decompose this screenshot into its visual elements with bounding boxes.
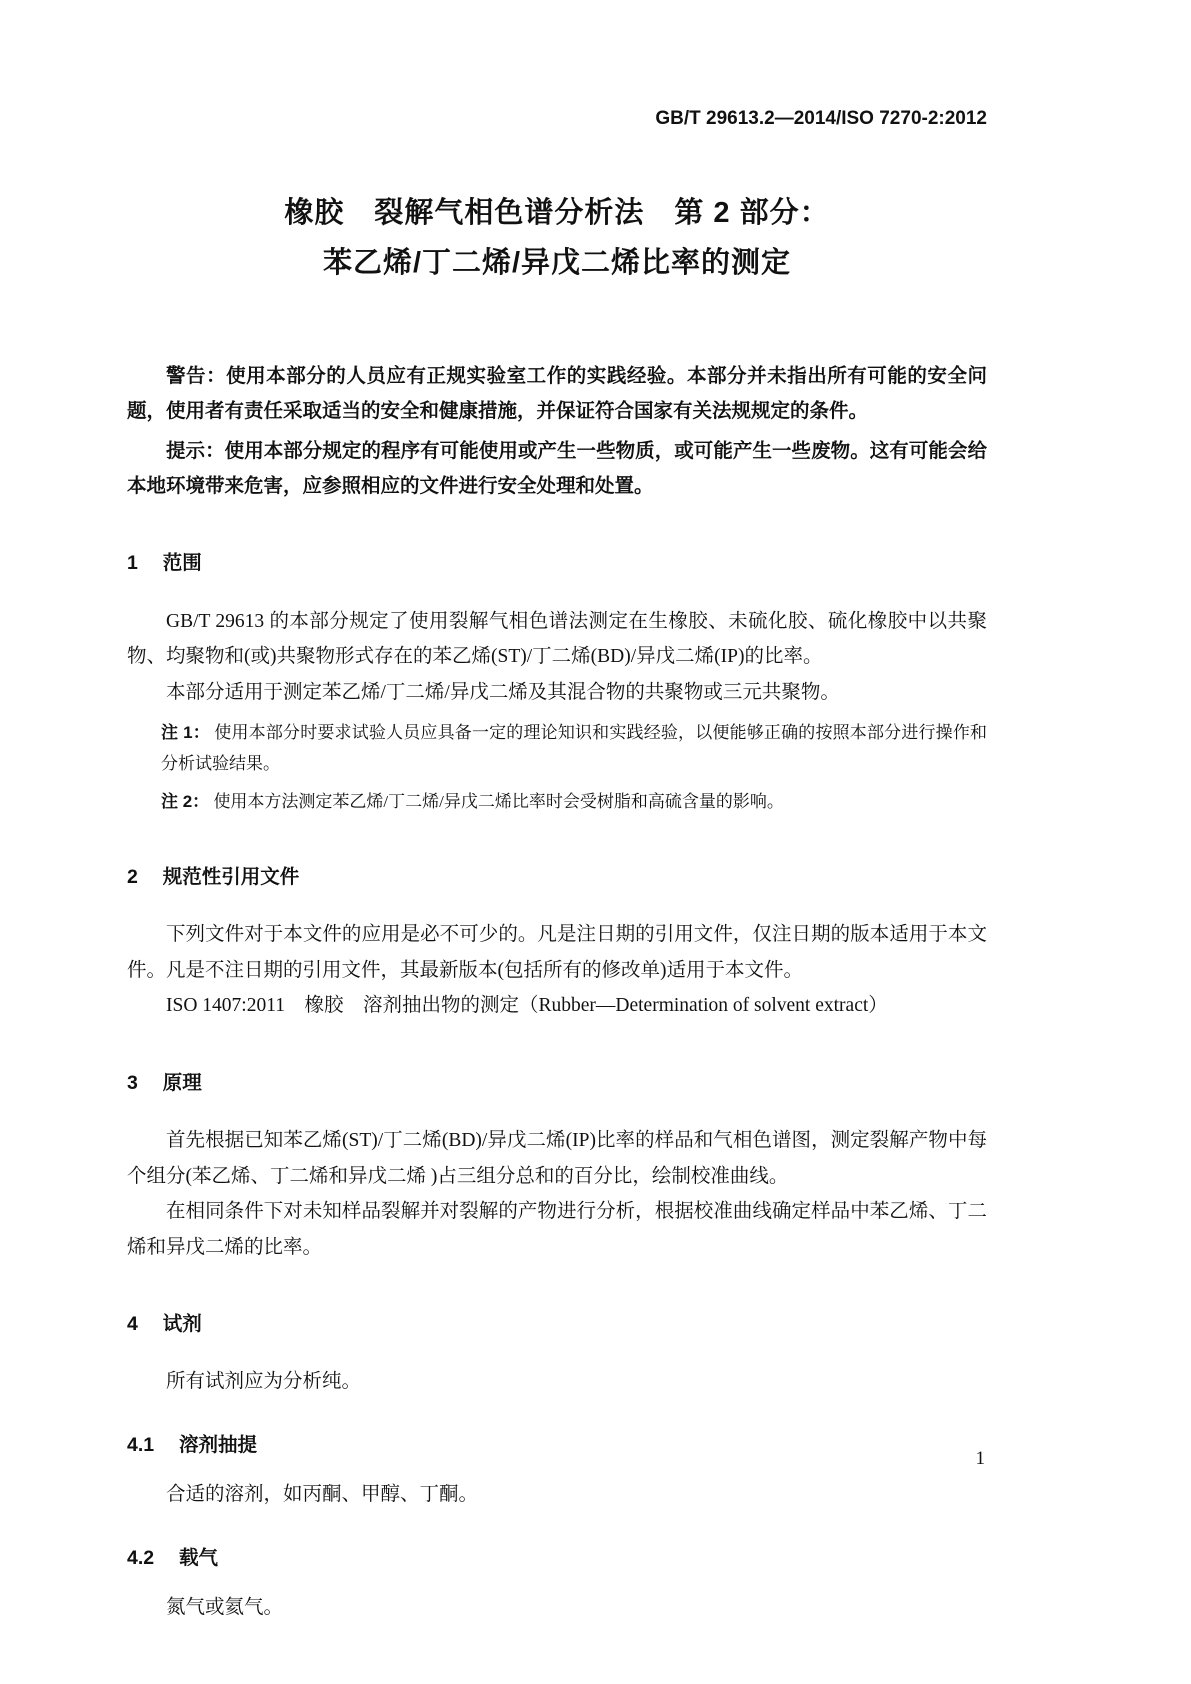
standard-reference: GB/T 29613.2—2014/ISO 7270-2:2012 <box>655 108 987 129</box>
section-principle <box>127 1070 987 1265</box>
tip-paragraph: 提示：使用本部分规定的程序有可能使用或产生一些物质，或可能产生一些废物。这有可能会给本地环境带来危害，应参照相应的文件进行安全处理和处置。 <box>127 439 987 497</box>
section-4-number: 4 <box>127 1313 138 1335</box>
section-4-2-paragraph-1: 氮气或氦气。 <box>166 1596 284 1618</box>
section-4-1-title: 溶剂抽提 <box>179 1433 258 1456</box>
section-1-paragraph-1: GB/T 29613 的本部分规定了使用裂解气相色谱法测定在生橡胶、未硫化胶、硫化橡胶中以共聚物、均聚物和(或)共聚物形式存在的苯乙烯(ST)/丁二烯(BD)/异戊二烯(IP)的比率。 <box>127 610 987 668</box>
section-3-paragraph-1: 首先根据已知苯乙烯(ST)/丁二烯(BD)/异戊二烯(IP)比率的样品和气相色谱图，测定裂解产物中每个组分(苯乙烯、丁二烯和异戊二烯 )占三组分总和的百分比，绘制校准曲线。 <box>127 1130 987 1187</box>
section-1-number: 1 <box>127 552 138 575</box>
section-2-heading <box>127 864 987 891</box>
section-1-paragraph-2: 本部分适用于测定苯乙烯/丁二烯/异戊二烯及其混合物的共聚物或三元共聚物。 <box>166 681 840 703</box>
section-scope <box>127 550 987 818</box>
section-3-title: 原理 <box>162 1071 202 1094</box>
page-header <box>127 108 987 131</box>
warning-paragraph: 警告：使用本部分的人员应有正规实验室工作的实践经验。本部分并未指出所有可能的安全问题，使用者有责任采取适当的安全和健康措施，并保证符合国家有关法规规定的条件。 <box>127 364 987 423</box>
section-4-2-heading <box>127 1545 987 1572</box>
page-number: 1 <box>975 1448 985 1469</box>
note-2-label: 注 2： <box>161 792 210 812</box>
title-line-1: 橡胶 裂解气相色谱分析法 第 2 部分： <box>284 196 830 229</box>
section-2-title: 规范性引用文件 <box>162 866 300 889</box>
section-4-heading <box>127 1311 987 1338</box>
section-3-heading <box>127 1070 987 1097</box>
section-4-1-number: 4.1 <box>127 1433 155 1456</box>
section-4-2-title: 载气 <box>179 1546 219 1569</box>
section-3-number: 3 <box>127 1071 138 1094</box>
section-4-1-paragraph-1: 合适的溶剂，如丙酮、甲醇、丁酮。 <box>166 1484 479 1506</box>
section-4-2-number: 4.2 <box>127 1546 155 1569</box>
section-1-heading <box>127 550 987 577</box>
note-2-text: 使用本方法测定苯乙烯/丁二烯/异戊二烯比率时会受树脂和高硫含量的影响。 <box>213 792 784 812</box>
section-4-1-heading <box>127 1432 987 1459</box>
section-1-note-2 <box>127 787 987 818</box>
section-normative-references <box>127 864 987 1024</box>
section-2-paragraph-1: 下列文件对于本文件的应用是必不可少的。凡是注日期的引用文件，仅注日期的版本适用于本文件。凡是不注日期的引用文件，其最新版本(包括所有的修改单)适用于本文件。 <box>127 924 987 981</box>
section-4-paragraph-1: 所有试剂应为分析纯。 <box>166 1371 362 1393</box>
section-3-paragraph-2: 在相同条件下对未知样品裂解并对裂解的产物进行分析，根据校准曲线确定样品中苯乙烯、丁二烯和异戊二烯的比率。 <box>127 1201 987 1258</box>
note-1-text: 使用本部分时要求试验人员应具备一定的理论知识和实践经验，以便能够正确的按照本部分进行操作和分析试验结果。 <box>161 723 988 773</box>
section-2-reference-iso-1407: ISO 1407:2011 橡胶 溶剂抽出物的测定（Rubber—Determination of solvent extract） <box>166 995 888 1017</box>
section-1-note-1 <box>127 718 987 779</box>
section-4-title: 试剂 <box>162 1313 202 1335</box>
document-title <box>127 189 987 289</box>
section-2-number: 2 <box>127 866 138 889</box>
section-reagents <box>127 1311 987 1625</box>
note-1-label: 注 1： <box>161 723 210 743</box>
title-line-2: 苯乙烯/丁二烯/异戊二烯比率的测定 <box>322 246 792 279</box>
safety-notices <box>127 359 987 505</box>
section-1-title: 范围 <box>162 552 202 575</box>
